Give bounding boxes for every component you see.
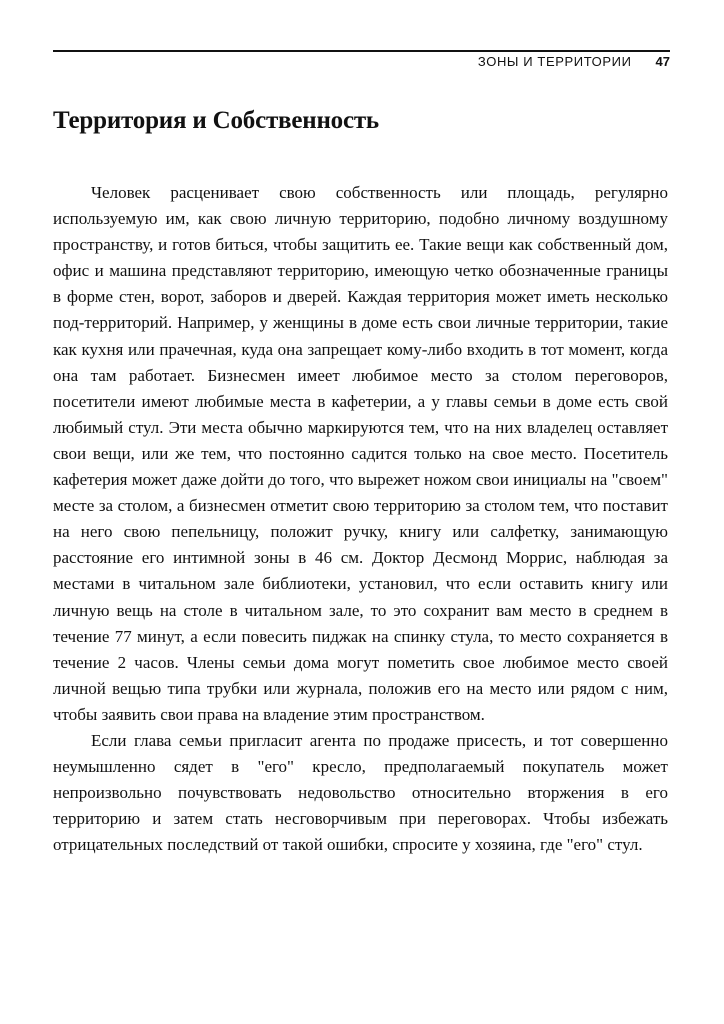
running-title: ЗОНЫ И ТЕРРИТОРИИ	[477, 54, 632, 69]
paragraph: Человек расценивает свою собственность или площадь, регулярно используемую им, как свою личную территорию, подобно личному воздушному пространству, и готов биться, чтобы защитить ее. Такие вещи как собственный дом, офис и машина представляют территорию, имеющую четко обозначенные границы в форме стен, ворот, заборов и дверей. Каждая территория может иметь несколько под-территорий. Например, у женщины в доме есть свои личные территории, такие как кухня или прачечная, куда она запрещает кому-либо входить в тот момент, когда она там работает. Бизнесмен имеет любимое место за столом переговоров, посетители имеют любимые места в кафетерии, а у главы семьи в доме есть свой любимый стул. Эти места обычно маркируются тем, что на них владелец оставляет свои вещи, или же тем, что постоянно садится только на свое место. Посетитель кафетерия может даже дойти до того, что вырежет ножом свои инициалы на "своем" месте за столом, а бизнесмен отметит свою территорию за столом тем, что поставит на него свою пепельницу, положит ручку, книгу или салфетку, занимающую расстояние его интимной зоны в 46 см. Доктор Десмонд Моррис, наблюдая за местами в читальном зале библиотеки, установил, что если оставить книгу или личную вещь на столе в читальном зале, то это сохранит вам место в среднем в течение 77 минут, а если повесить пиджак на спинку стула, то место сохраняется в течение 2 часов. Члены семьи дома могут пометить свое любимое место своей личной вещью типа трубки или журнала, положив его на место или рядом с ним, чтобы заявить свои права на владение этим пространством.	[53, 183, 668, 724]
page-number: 47	[655, 54, 670, 69]
running-header	[53, 54, 670, 72]
paragraph: Если глава семьи пригласит агента по продаже присесть, и тот совершенно неумышленно сядет в "его" кресло, предполагаемый покупатель может непроизвольно почувствовать недовольство относительно вторжения в его территорию и затем стать несговорчивым при переговорах. Чтобы избежать отрицательных последствий от такой ошибки, спросите у хозяина, где "его" стул.	[53, 730, 668, 855]
body-text	[53, 180, 668, 858]
section-title: Территория и Собственность	[53, 107, 379, 134]
header-rule	[53, 50, 670, 52]
